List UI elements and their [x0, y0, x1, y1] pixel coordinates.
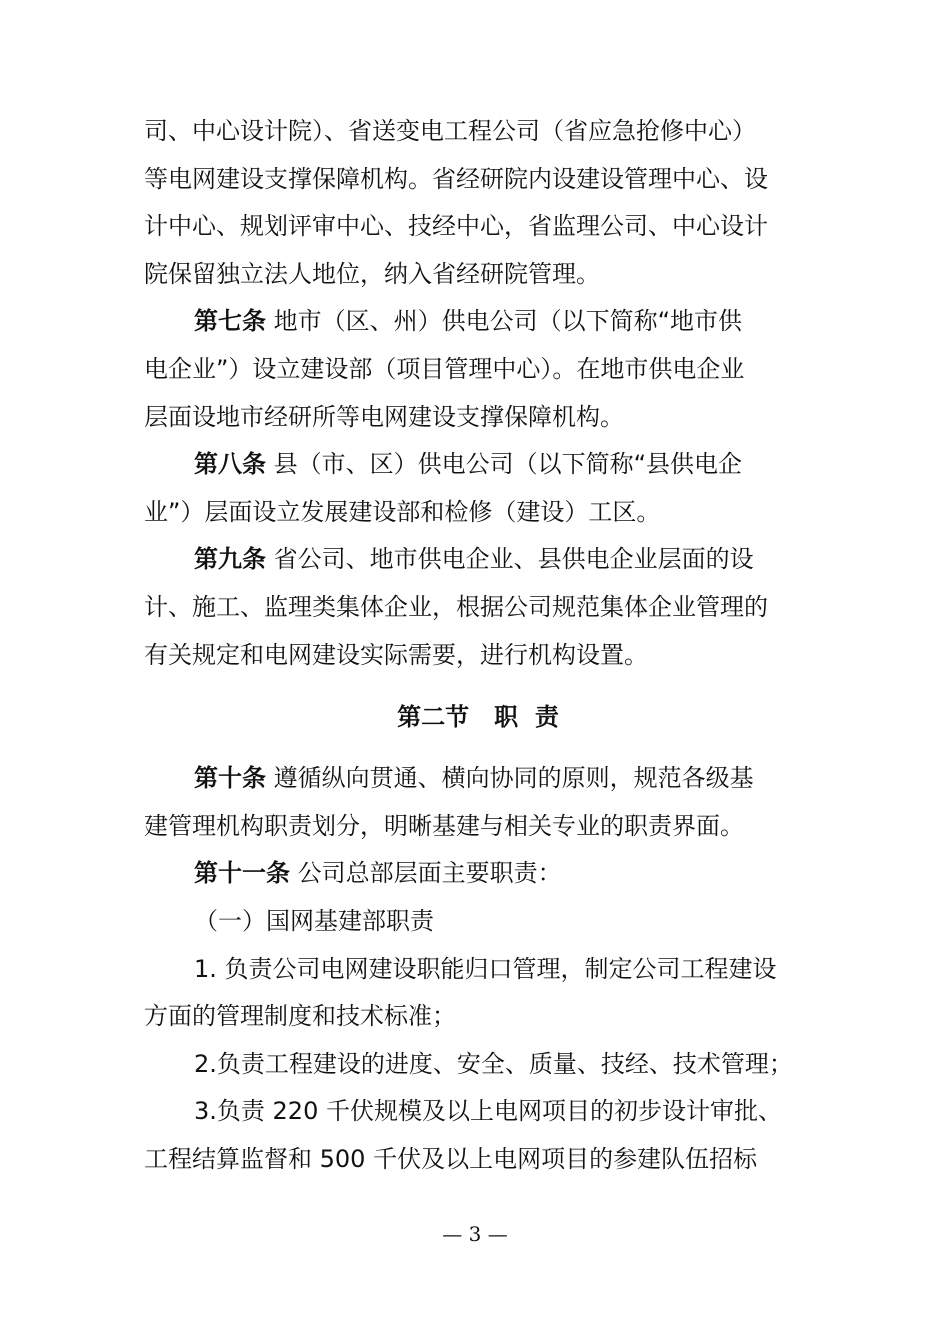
article-label: 第十条 — [194, 764, 266, 793]
article-8 — [144, 441, 812, 489]
article-text: 公司总部层面主要职责： — [290, 859, 562, 888]
text-line: 建管理机构职责划分，明晰基建与相关专业的职责界面。 — [144, 811, 744, 840]
text-line: 计、施工、监理类集体企业，根据公司规范集体企业管理的 — [144, 592, 768, 621]
list-item: 1. 负责公司电网建设职能归口管理，制定公司工程建设 — [194, 954, 777, 983]
text-line: 工程结算监督和 500 千伏及以上电网项目的参建队伍招标 — [144, 1144, 758, 1173]
article-11 — [144, 850, 812, 898]
article-text: 县（市、区）供电公司（以下简称“县供电企 — [266, 450, 743, 479]
article-label: 第九条 — [194, 545, 266, 574]
list-item: 3.负责 220 千伏规模及以上电网项目的初步设计审批、 — [194, 1097, 782, 1126]
text-line: 业”）层面设立发展建设部和检修（建设）工区。 — [144, 497, 661, 526]
article-10 — [144, 755, 812, 803]
article-text: 地市（区、州）供电公司（以下简称“地市供 — [266, 307, 743, 336]
article-7 — [144, 298, 812, 346]
text-line: 司、中心设计院）、省送变电工程公司（省应急抢修中心） — [144, 117, 756, 145]
article-text: 遵循纵向贯通、横向协同的原则，规范各级基 — [266, 764, 754, 793]
text-line: 计中心、规划评审中心、技经中心，省监理公司、中心设计 — [144, 212, 768, 241]
list-item: 2.负责工程建设的进度、安全、质量、技经、技术管理； — [194, 1049, 793, 1078]
section-title: 第二节 职 责 — [397, 703, 559, 732]
article-text: 省公司、地市供电企业、县供电企业层面的设 — [266, 545, 754, 574]
text-line: 等电网建设支撑保障机构。省经研院内设建设管理中心、设 — [144, 164, 768, 193]
text-line: 电企业”）设立建设部（项目管理中心）。在地市供电企业 — [144, 354, 745, 383]
document-body — [144, 108, 812, 1183]
article-label: 第十一条 — [194, 859, 290, 888]
article-9 — [144, 536, 812, 584]
text-line: 有关规定和电网建设实际需要，进行机构设置。 — [144, 640, 648, 669]
text-line: 方面的管理制度和技术标准； — [144, 1002, 456, 1031]
text-line: 层面设地市经研所等电网建设支撑保障机构。 — [144, 402, 624, 431]
text-line: 院保留独立法人地位，纳入省经研院管理。 — [144, 259, 600, 288]
sub-heading: （一）国网基建部职责 — [194, 906, 434, 935]
page-number: — 3 — — [442, 1222, 508, 1246]
article-label: 第七条 — [194, 307, 266, 336]
article-label: 第八条 — [194, 450, 266, 479]
